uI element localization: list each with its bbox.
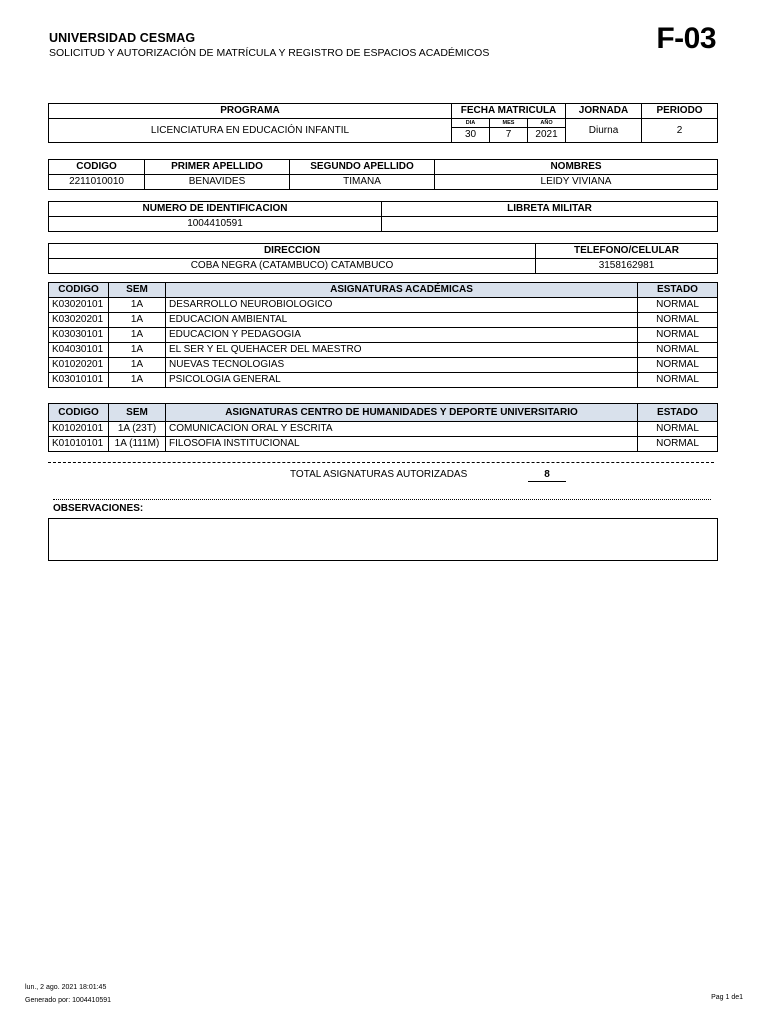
primer-apellido-value: BENAVIDES xyxy=(145,175,290,190)
row-estado: NORMAL xyxy=(638,328,718,343)
table-row xyxy=(49,358,718,373)
row-codigo: K03030101 xyxy=(49,328,109,343)
footer-page-number: Pag 1 de1 xyxy=(711,994,743,1001)
estado-header: ESTADO xyxy=(638,404,718,422)
row-codigo: K01010101 xyxy=(49,437,109,452)
programa-header: PROGRAMA xyxy=(49,104,452,119)
row-sem: 1A xyxy=(109,298,166,313)
id-table xyxy=(48,201,718,232)
dia-value: 30 xyxy=(452,128,490,143)
row-estado: NORMAL xyxy=(638,298,718,313)
direccion-value: COBA NEGRA (CATAMBUCO) CATAMBUCO xyxy=(49,259,536,274)
row-estado: NORMAL xyxy=(638,422,718,437)
row-sem: 1A xyxy=(109,313,166,328)
asignaturas-humanidades-header: ASIGNATURAS CENTRO DE HUMANIDADES Y DEPORTE UNIVERSITARIO xyxy=(166,404,638,422)
university-name: UNIVERSIDAD CESMAG xyxy=(49,31,196,45)
codigo-header: CODIGO xyxy=(49,160,145,175)
telefono-value: 3158162981 xyxy=(536,259,718,274)
primer-apellido-header: PRIMER APELLIDO xyxy=(145,160,290,175)
dotted-divider xyxy=(53,499,711,500)
row-sem: 1A (111M) xyxy=(109,437,166,452)
nombres-value: LEIDY VIVIANA xyxy=(435,175,718,190)
row-estado: NORMAL xyxy=(638,343,718,358)
program-table xyxy=(48,103,718,143)
row-codigo: K01020101 xyxy=(49,422,109,437)
row-estado: NORMAL xyxy=(638,358,718,373)
mes-value: 7 xyxy=(490,128,528,143)
nombres-header: NOMBRES xyxy=(435,160,718,175)
row-sem: 1A (23T) xyxy=(109,422,166,437)
academic-subjects-table xyxy=(48,282,718,388)
row-asignatura: PSICOLOGIA GENERAL xyxy=(166,373,638,388)
row-codigo: K04030101 xyxy=(49,343,109,358)
identificacion-value: 1004410591 xyxy=(49,217,382,232)
observations-label: OBSERVACIONES: xyxy=(53,503,144,514)
libreta-militar-value xyxy=(382,217,718,232)
footer-date: lun., 2 ago. 2021 18:01:45 xyxy=(25,984,107,991)
table-row xyxy=(49,422,718,437)
programa-value: LICENCIATURA EN EDUCACIÓN INFANTIL xyxy=(49,119,452,143)
row-asignatura: EDUCACION Y PEDAGOGIA xyxy=(166,328,638,343)
row-sem: 1A xyxy=(109,328,166,343)
row-estado: NORMAL xyxy=(638,313,718,328)
telefono-header: TELEFONO/CELULAR xyxy=(536,244,718,259)
libreta-militar-header: LIBRETA MILITAR xyxy=(382,202,718,217)
footer-generated-by: Generado por: 1004410591 xyxy=(25,997,112,1004)
address-table xyxy=(48,243,718,274)
estado-header: ESTADO xyxy=(638,283,718,298)
sem-header: SEM xyxy=(109,283,166,298)
ano-header: AÑO xyxy=(528,119,566,128)
row-estado: NORMAL xyxy=(638,437,718,452)
row-codigo: K03020101 xyxy=(49,298,109,313)
row-sem: 1A xyxy=(109,343,166,358)
row-asignatura: NUEVAS TECNOLOGIAS xyxy=(166,358,638,373)
observations-box xyxy=(48,518,718,561)
table-row xyxy=(49,313,718,328)
table-row xyxy=(49,437,718,452)
segundo-apellido-value: TIMANA xyxy=(290,175,435,190)
row-codigo: K01020201 xyxy=(49,358,109,373)
direccion-header: DIRECCION xyxy=(49,244,536,259)
form-subtitle: SOLICITUD Y AUTORIZACIÓN DE MATRÍCULA Y REGISTRO DE ESPACIOS ACADÉMICOS xyxy=(49,47,490,59)
periodo-value: 2 xyxy=(642,119,718,143)
codigo-header: CODIGO xyxy=(49,404,109,422)
jornada-header: JORNADA xyxy=(566,104,642,119)
dashed-divider xyxy=(48,462,714,463)
row-estado: NORMAL xyxy=(638,373,718,388)
identificacion-header: NUMERO DE IDENTIFICACION xyxy=(49,202,382,217)
codigo-value: 2211010010 xyxy=(49,175,145,190)
jornada-value: Diurna xyxy=(566,119,642,143)
sem-header: SEM xyxy=(109,404,166,422)
asignaturas-header: ASIGNATURAS ACADÉMICAS xyxy=(166,283,638,298)
total-value: 8 xyxy=(528,469,566,482)
table-row xyxy=(49,328,718,343)
periodo-header: PERIODO xyxy=(642,104,718,119)
form-code: F-03 xyxy=(656,22,716,55)
ano-value: 2021 xyxy=(528,128,566,143)
table-row xyxy=(49,298,718,313)
segundo-apellido-header: SEGUNDO APELLIDO xyxy=(290,160,435,175)
humanities-subjects-table xyxy=(48,403,718,452)
row-asignatura: DESARROLLO NEUROBIOLOGICO xyxy=(166,298,638,313)
row-codigo: K03020201 xyxy=(49,313,109,328)
dia-header: DIA xyxy=(452,119,490,128)
student-table xyxy=(48,159,718,190)
row-sem: 1A xyxy=(109,358,166,373)
table-row xyxy=(49,343,718,358)
row-asignatura: EDUCACION AMBIENTAL xyxy=(166,313,638,328)
row-asignatura: COMUNICACION ORAL Y ESCRITA xyxy=(166,422,638,437)
mes-header: MES xyxy=(490,119,528,128)
row-asignatura: EL SER Y EL QUEHACER DEL MAESTRO xyxy=(166,343,638,358)
codigo-header: CODIGO xyxy=(49,283,109,298)
total-label: TOTAL ASIGNATURAS AUTORIZADAS xyxy=(290,469,468,480)
row-codigo: K03010101 xyxy=(49,373,109,388)
row-sem: 1A xyxy=(109,373,166,388)
fecha-matricula-header: FECHA MATRICULA xyxy=(452,104,566,119)
table-row xyxy=(49,373,718,388)
row-asignatura: FILOSOFIA INSTITUCIONAL xyxy=(166,437,638,452)
